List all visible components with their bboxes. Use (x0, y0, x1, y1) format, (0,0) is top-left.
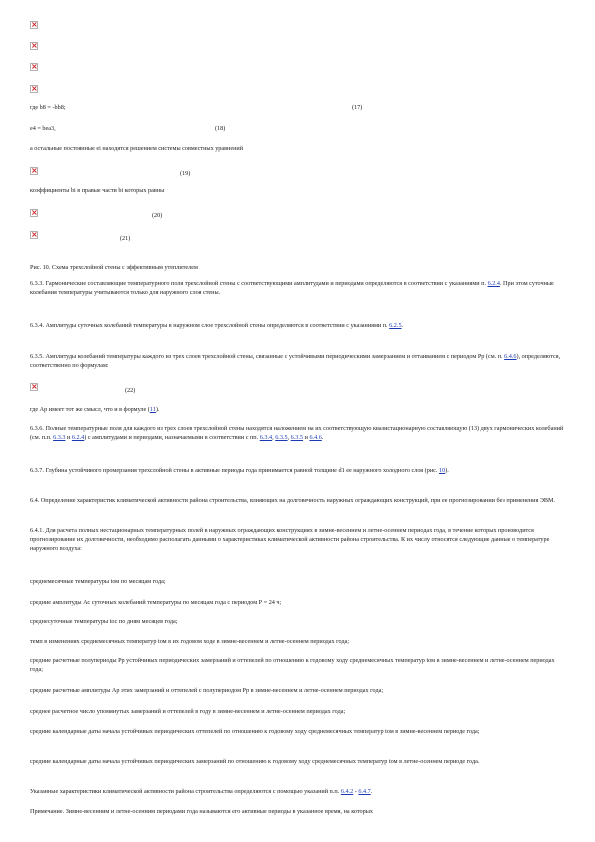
link-6-2-4[interactable]: 6.2.4 (487, 280, 500, 287)
link-6-4-7[interactable]: 6.4.7 (358, 788, 371, 795)
equation-20-number: (20) (152, 212, 163, 219)
equation-18-text: e4 = beа3, (30, 125, 56, 132)
link-6-3-5[interactable]: 6.3.5 (290, 433, 304, 441)
broken-image-icon (30, 63, 38, 71)
text-line: коэффициенты bi в правые части bi которых равны (30, 187, 165, 194)
broken-image-icon (30, 42, 38, 50)
link-6-4-2[interactable]: 6.4.2 (340, 788, 354, 795)
paragraph-6-3-7: 6.3.7. Глубина устойчивого промерзания трехслойной стены в активные периоды года принимается равной толщине d1 ее наружного холодного слоя (рис. 10). (30, 467, 449, 474)
equation-19-number: (19) (180, 170, 191, 177)
equation-17-text: где b8 = -bb8; (30, 104, 66, 111)
link-6-4-6[interactable]: 6.4.6 (504, 353, 517, 360)
list-item: среднемесячные температуры tом по месяцам года; (30, 578, 166, 585)
list-item: среднее расчетное число упомянутых замерзаний и оттепелей в году в зимне-весеннем и летне-осеннем периодах года; (30, 708, 346, 715)
paragraph-6-3-4: 6.3.4. Амплитуды суточных колебаний температуры в наружном слое трехслойной стены определяются в соответствии с указаниями п. 6.2.5. (30, 322, 404, 329)
equation-17-number: (17) (352, 104, 363, 111)
text-line: где Ар имеет тот же смысл, что и в формуле (11). (30, 406, 160, 413)
list-item: среднесуточные температуры tос по дням месяцев года; (30, 618, 178, 625)
equation-18-number: (18) (215, 125, 226, 132)
paragraph-6-4-1: 6.4.1. Для расчета полных нестационарных температурных полей в наружных ограждающих конструкциях в зимне-весеннем и летне-осеннем периодах года, в течение которых производится прогнозирование их долговечности, необходимо располагать данными о характеристиках климатической активности района строительства. К их числу относятся следующие данные о температуре наружного воздуха: (30, 527, 550, 552)
list-item: средние амплитуды Ас суточных колебаний температуры по месяцам года с периодом Р = 24 ч; (30, 599, 282, 606)
text-line: Указанные характеристики климатической активности района строительства определяются с помощью указаний п.п. 6.4.2 - 6.4.7. (30, 788, 373, 795)
paragraph-6-3-3: 6.3.3. Гармонические составляющие температурного поля трехслойной стены с соответствующими амплитудами и периодами определяются в соответствии с указаниями п. 6.2.4. При этом суточные колебания температуры учитываются только для наружного слоя стены. (30, 280, 554, 296)
list-item: средние календарные даты начала устойчивых периодических оттепелей по отношению к годовому ходу среднемесячных температур tом в зимне-весеннем периоде года; (30, 728, 480, 735)
link-6-3-4[interactable]: 6.3.4 (259, 433, 273, 441)
broken-image-icon (30, 209, 38, 217)
link-6-2-5[interactable]: 6.2.5 (389, 322, 402, 329)
broken-image-icon (30, 383, 38, 391)
broken-image-icon (30, 21, 38, 29)
list-item: средние расчетные амплитуды Ар этих замерзаний и оттепелей с полупериодом Рр в зимне-весеннем и летне-осеннем периодах года; (30, 687, 384, 694)
broken-image-icon (30, 167, 38, 175)
paragraph-6-3-6: 6.3.6. Полные температурные поля для каждого из трех слоев трехслойной стены находятся наложением на их соответствующую квазистационарную составляющую (13) двух гармонических колебаний (см. п.п. 6.3.3 и 6.2.4) с амплитудами и периодами, назначаемыми в соответствии с пп. 6.3.4, 6.3.5, 6.3.5 и 6.4.6. (30, 425, 564, 441)
paragraph-6-3-5: 6.3.5. Амплитуды колебаний температуры каждого из трех слоев трехслойной стены, связанные с устойчивыми периодическими замерзанием и оттаиванием с периодом Рр (см. п. 6.4.6), определяются, соответственно по формулам: (30, 353, 561, 369)
note-text: Примечание. Зимне-весенним и летне-осенним периодами года называются его активные периоды в указанное время, на которых (30, 808, 373, 815)
broken-image-icon (30, 231, 38, 239)
broken-image-icon (30, 85, 38, 93)
equation-22-number: (22) (125, 387, 136, 394)
link-6-3-5[interactable]: 6.3.5 (275, 433, 288, 441)
paragraph-6-4: 6.4. Определение характеристик климатической активности района строительства, влияющих на долговечность наружных ограждающих конструкций, при ее прогнозировании без применения ЭВМ. (30, 497, 556, 504)
link-6-4-6[interactable]: 6.4.6 (309, 433, 322, 441)
link-figure-10[interactable]: 10 (439, 467, 446, 474)
text-line: а остальные постоянные ei находятся решением системы совместных уравнений (30, 145, 244, 152)
link-6-3-3[interactable]: 6.3.3 (53, 433, 66, 441)
figure-caption: Рис. 10. Схема трехслойной стены с эффективным утеплителем (30, 264, 198, 271)
list-item: средние календарные даты начала устойчивых периодических замерзаний по отношению к годовому ходу среднемесячных температур tом в летне-осеннем периоде года. (30, 758, 480, 765)
link-formula-11[interactable]: 11 (149, 406, 156, 413)
equation-21-number: (21) (120, 235, 131, 242)
list-item: средние расчетные полупериоды Рр устойчивых периодических замерзаний и оттепелей по отношению к годовому ходу среднемесячных температур tом в зимне-весеннем и летне-осеннем периодах года; (30, 657, 555, 673)
list-item: темп в изменениях среднемесячных температур tом в их годовом ходе в зимне-весеннем и летне-осеннем периодах года; (30, 638, 350, 645)
link-6-2-4[interactable]: 6.2.4 (71, 433, 85, 441)
